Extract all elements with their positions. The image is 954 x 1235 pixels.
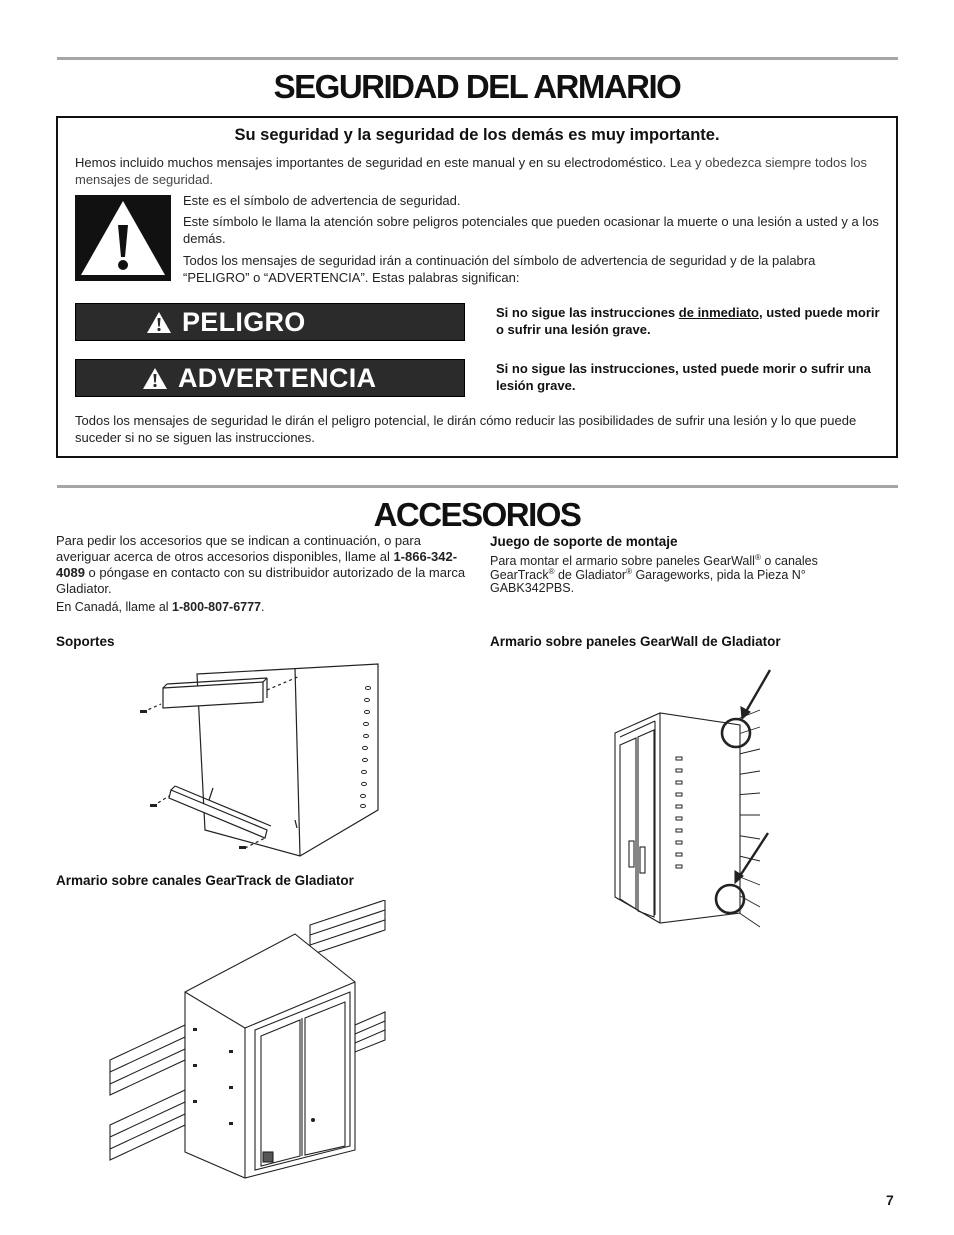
safety-title: SEGURIDAD DEL ARMARIO bbox=[273, 68, 681, 105]
kit-a: Para montar el armario sobre paneles GearWall bbox=[490, 554, 755, 568]
canada-b: . bbox=[261, 600, 265, 614]
brackets-illustration bbox=[135, 660, 385, 860]
advertencia-description: Si no sigue las instrucciones, usted puede morir o sufrir una lesión grave. bbox=[496, 361, 871, 393]
safety-footer: Todos los mensajes de seguridad le dirán el peligro potencial, le dirán cómo reducir las posibilidades de sufrir una lesión y lo que puede suceder si no se siguen las instrucciones. bbox=[75, 413, 857, 445]
accessories-rule bbox=[57, 485, 898, 488]
advertencia-banner bbox=[75, 359, 465, 397]
kit-c: de Gladiator bbox=[554, 567, 627, 582]
safety-intro-b: Lea y obedezca siempre todos los mensajes de seguridad. bbox=[75, 155, 867, 187]
accessories-intro-a: Para pedir los accesorios que se indican a continuación, o para averiguar acerca de otros accesorios disponibles, llame al bbox=[56, 533, 421, 564]
safety-box bbox=[56, 116, 898, 458]
canada-a: En Canadá, llame al bbox=[56, 600, 173, 614]
safety-intro bbox=[75, 154, 885, 188]
advertencia-alert-icon bbox=[142, 367, 168, 390]
brackets-heading: Soportes bbox=[56, 634, 115, 649]
accessories-canada bbox=[56, 601, 466, 615]
kit-b: o canales GearTrack bbox=[490, 554, 818, 582]
gearwall-heading: Armario sobre paneles GearWall de Gladiator bbox=[490, 634, 781, 649]
peligro-banner bbox=[75, 303, 465, 341]
peligro-description bbox=[496, 304, 886, 338]
kit-reg-1: ® bbox=[754, 552, 761, 562]
peligro-desc-a: Si no sigue las instrucciones bbox=[496, 305, 679, 320]
geartrack-heading: Armario sobre canales GearTrack de Gladiator bbox=[56, 873, 354, 888]
top-rule bbox=[57, 57, 898, 60]
page-number: 7 bbox=[886, 1192, 894, 1208]
kit-description bbox=[490, 552, 860, 596]
accessories-intro bbox=[56, 533, 466, 597]
peligro-desc-b: , usted puede morir o sufrir una lesión grave. bbox=[496, 305, 880, 337]
peligro-alert-icon bbox=[146, 311, 172, 334]
safety-intro-a: Hemos incluido muchos mensajes importantes de seguridad en este manual y en su electrodoméstico. bbox=[75, 155, 667, 170]
peligro-label: PELIGRO bbox=[182, 306, 306, 337]
safety-alert-symbol-icon bbox=[75, 195, 171, 281]
peligro-desc-underline: de inmediato bbox=[678, 305, 759, 320]
gearwall-illustration bbox=[610, 665, 780, 930]
advertencia-label: ADVERTENCIA bbox=[178, 362, 377, 393]
phone-canada: 1-800-807-6777 bbox=[172, 600, 262, 614]
kit-reg-3: ® bbox=[626, 566, 632, 576]
phone-us: 1-866-342-4089 bbox=[56, 549, 458, 580]
kit-reg-2: ® bbox=[548, 566, 555, 576]
accessories-intro-b: o póngase en contacto con su distribuidor autorizado de la marca Gladiator. bbox=[56, 565, 466, 596]
symbol-line-1: Este es el símbolo de advertencia de seguridad. bbox=[183, 193, 461, 208]
accessories-title: ACCESORIOS bbox=[373, 496, 581, 533]
geartrack-illustration bbox=[105, 900, 390, 1180]
kit-heading: Juego de soporte de montaje bbox=[490, 534, 678, 549]
kit-d: Garageworks, pida la Pieza N° GABK342PBS. bbox=[490, 567, 806, 595]
symbol-line-3: Todos los mensajes de seguridad irán a continuación del símbolo de advertencia de seguridad y de la palabra “PELIGRO” o “ADVERTENCIA”. Estas palabras significan: bbox=[183, 253, 816, 285]
symbol-line-2: Este símbolo le llama la atención sobre peligros potenciales que pueden ocasionar la muerte o una lesión a usted y a los demás. bbox=[183, 214, 879, 246]
safety-heading: Su seguridad y la seguridad de los demás es muy importante. bbox=[234, 126, 720, 144]
